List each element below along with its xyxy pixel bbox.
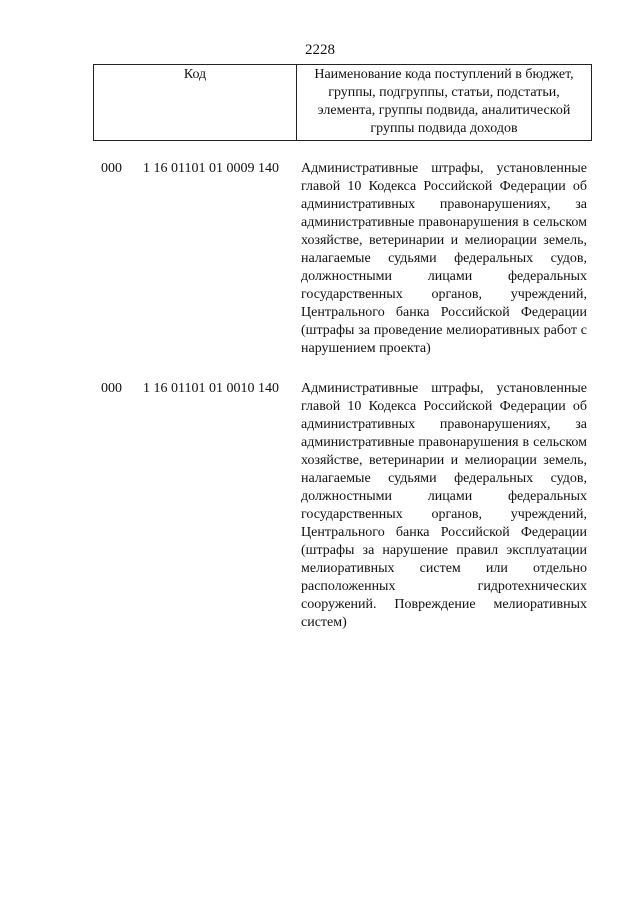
- income-code: 1 16 01101 01 0009 140: [143, 161, 279, 176]
- page-number: 2228: [305, 42, 335, 58]
- income-code: 1 16 01101 01 0010 140: [143, 381, 279, 396]
- header-name-cell: Наименование кода поступлений в бюджет, группы, подгруппы, статьи, подстатьи, элемента, группы подвида, аналитической группы подвида доходов: [314, 67, 574, 136]
- income-description: Административные штрафы, установленные главой 10 Кодекса Российской Федерации об административных правонарушениях, за административные правонарушения в сельском хозяйстве, ветеринарии и мелиорации земель, налагаемые судьями федеральных судов, должностными лицами федеральных государственных органов, учреждений, Центрального банка Российской Федерации (штрафы за проведение мелиоративных работ с нарушением проекта): [301, 161, 587, 356]
- admin-code: 000: [101, 161, 122, 176]
- admin-code: 000: [101, 381, 122, 396]
- income-description: Административные штрафы, установленные главой 10 Кодекса Российской Федерации об административных правонарушениях, за административные правонарушения в сельском хозяйстве, ветеринарии и мелиорации земель, налагаемые судьями федеральных судов, должностными лицами федеральных государственных органов, учреждений, Центрального банка Российской Федерации (штрафы за нарушение правил эксплуатации мелиоративных систем или отдельно расположенных гидротехнических сооружений. Повреждение мелиоративных систем): [301, 381, 587, 630]
- table-header: [93, 64, 592, 141]
- header-code-cell: Код: [94, 65, 297, 140]
